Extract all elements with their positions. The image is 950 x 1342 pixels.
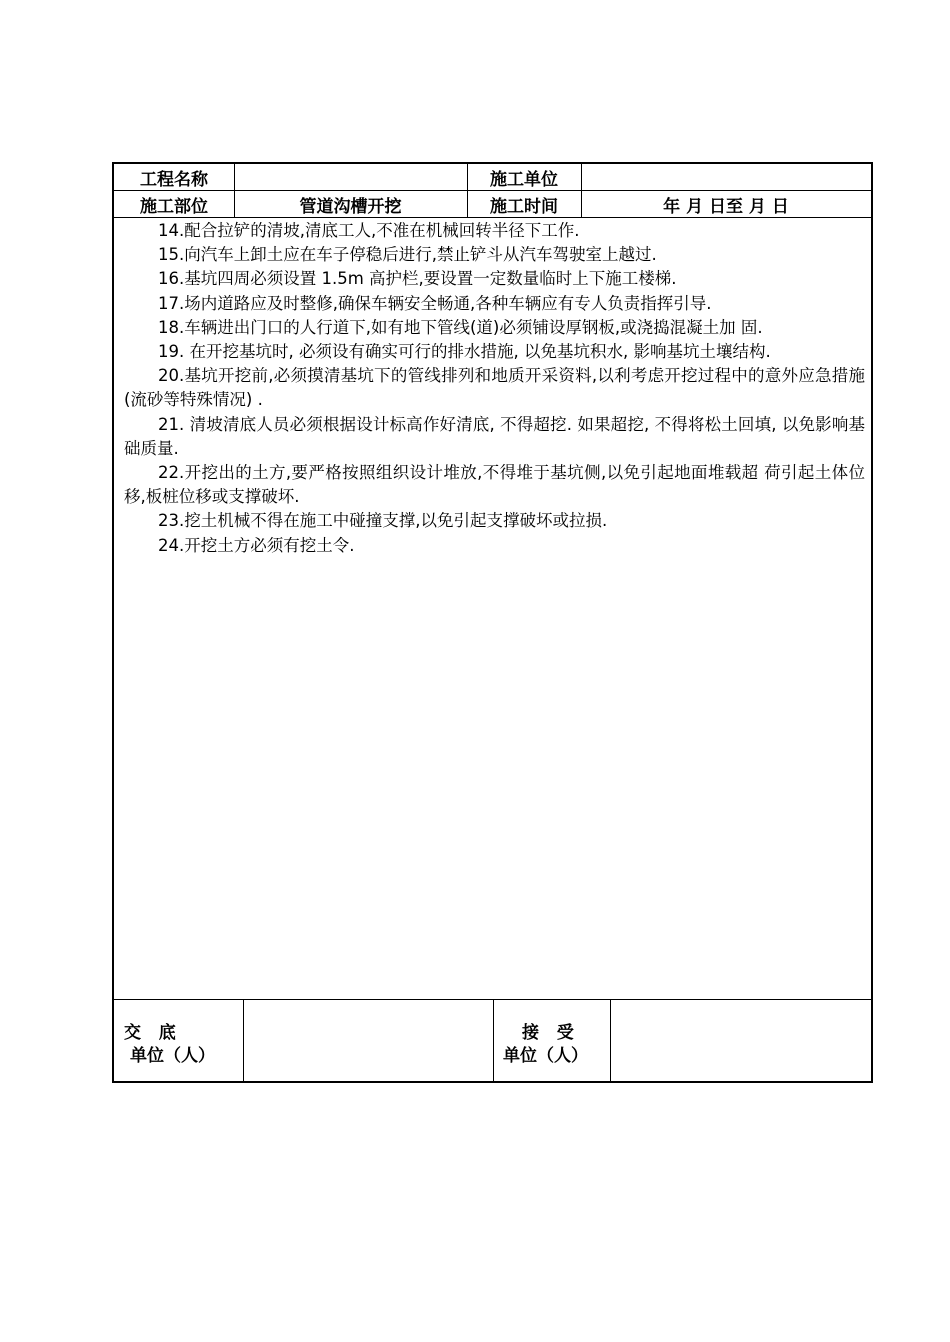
- project-name-value: [234, 164, 467, 190]
- construction-unit-label: 施工单位: [490, 169, 558, 190]
- list-item: 16.基坑四周必须设置 1.5m 高护栏,要设置一定数量临时上下施工楼梯.: [158, 269, 677, 289]
- construction-part-value: 管道沟槽开挖: [299, 196, 402, 217]
- header-row-1: [114, 164, 871, 190]
- construction-part-label: 施工部位: [140, 196, 208, 217]
- list-item: 15.向汽车上卸土应在车子停稳后进行,禁止铲斗从汽车驾驶室上越过.: [158, 245, 657, 265]
- list-item: 23.挖土机械不得在施工中碰撞支撑,以免引起支撑破坏或拉损.: [158, 511, 608, 531]
- header-row-2: [114, 191, 871, 217]
- divider: [467, 164, 468, 218]
- receive-label-line2: 单位（人）: [503, 1046, 588, 1066]
- divider: [234, 164, 235, 218]
- list-item: 20.基坑开挖前,必须摸清基坑下的管线排列和地质开采资料,以利考虑开挖过程中的意外应急措施(流砂等特殊情况) .: [124, 366, 865, 410]
- construction-unit-value: [581, 164, 871, 190]
- list-item: 24.开挖土方必须有挖土令.: [158, 535, 355, 555]
- list-item: 18.车辆进出门口的人行道下,如有地下管线(道)必须铺设厚钢板,或浇捣混凝土加 固.: [158, 317, 763, 337]
- divider: [243, 1000, 244, 1083]
- list-item: 17.场内道路应及时整修,确保车辆安全畅通,各种车辆应有专人负责指挥引导.: [158, 293, 712, 313]
- handover-label-line2: 单位（人）: [130, 1046, 215, 1066]
- project-name-label: 工程名称: [140, 169, 208, 190]
- list-item: 22.开挖出的土方,要严格按照组织设计堆放,不得堆于基坑侧,以免引起地面堆载超 荷引起土体位移,板桩位移或支撑破坏.: [124, 463, 865, 507]
- handover-label-line1: 交 底: [124, 1023, 176, 1043]
- construction-time-label: 施工时间: [490, 196, 558, 217]
- list-item: 19. 在开挖基坑时, 必须设有确实可行的排水措施, 以免基坑积水, 影响基坑土壤结构.: [158, 342, 771, 362]
- disclosure-form: [112, 162, 873, 1083]
- list-item: 21. 清坡清底人员必须根据设计标高作好清底, 不得超挖. 如果超挖, 不得将松土回填, 以免影响基础质量.: [124, 414, 865, 458]
- divider: [581, 164, 582, 218]
- divider: [114, 217, 871, 218]
- list-item: 14.配合拉铲的清坡,清底工人,不准在机械回转半径下工作.: [158, 221, 580, 240]
- divider: [610, 1000, 611, 1083]
- construction-time-value: 年 月 日至 月 日: [663, 196, 789, 217]
- safety-items: [124, 219, 865, 558]
- divider: [493, 1000, 494, 1083]
- receive-label-line1: 接 受: [522, 1023, 574, 1043]
